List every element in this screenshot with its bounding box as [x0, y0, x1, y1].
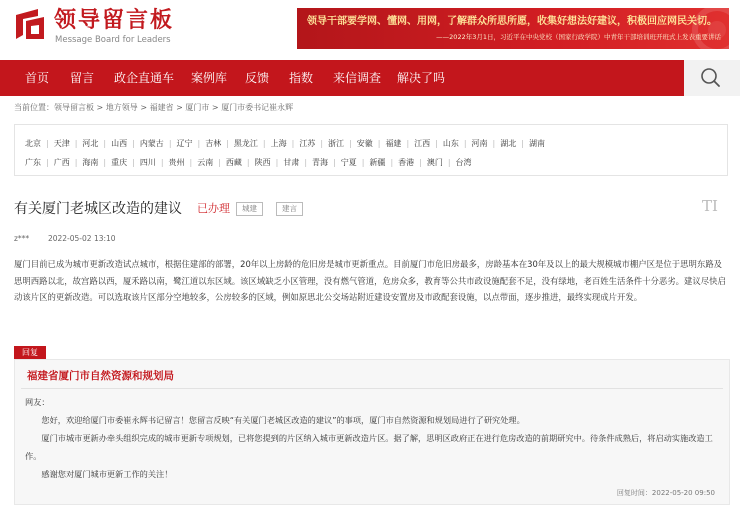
nav-item-cases[interactable]: 案例库: [191, 71, 228, 85]
province-link[interactable]: 台湾: [455, 158, 472, 167]
site-title[interactable]: 领导留言板: [54, 8, 175, 33]
province-link[interactable]: 四川: [139, 158, 156, 167]
reply-time: 回复时间：2022-05-20 09:50: [616, 489, 715, 497]
province-separator: |: [304, 158, 308, 167]
province-separator: |: [74, 158, 78, 167]
province-separator: |: [320, 139, 324, 148]
province-separator: |: [132, 158, 135, 167]
breadcrumb-prefix: 当前位置：: [14, 103, 54, 112]
province-link[interactable]: 甘肃: [283, 158, 300, 167]
reply-greeting: 网友：: [25, 397, 50, 407]
breadcrumb-separator: >: [173, 103, 186, 112]
nav-item-survey[interactable]: 来信调查: [333, 71, 382, 85]
province-link[interactable]: 山东: [442, 139, 459, 148]
province-separator: |: [492, 139, 496, 148]
province-link[interactable]: 湖北: [500, 139, 517, 148]
province-separator: |: [246, 158, 250, 167]
province-separator: |: [275, 158, 279, 167]
nav-item-message[interactable]: 留言: [70, 71, 95, 85]
province-link[interactable]: 云南: [197, 158, 214, 167]
message-title: 有关厦门老城区改造的建议: [14, 201, 182, 217]
province-separator: |: [226, 139, 229, 148]
province-row: [25, 157, 472, 169]
province-separator: |: [103, 158, 107, 167]
province-link[interactable]: 江西: [414, 139, 431, 148]
divider: [21, 388, 723, 389]
logo-icon[interactable]: [14, 9, 46, 41]
reply-paragraph: 厦门市城市更新办牵头组织完成的城市更新专项规划，已将您提到的片区纳入城市更新改造片区。据了解，思明区政府正在进行危房改造的前期研究中。待条件成熟后，将启动实施改造工作。: [25, 433, 713, 461]
province-link[interactable]: 安徽: [356, 139, 373, 148]
province-separator: |: [521, 139, 524, 148]
main-nav: [0, 60, 740, 96]
province-separator: |: [390, 158, 394, 167]
author-name: z***: [14, 234, 30, 243]
province-separator: |: [349, 139, 352, 148]
reply-paragraph: 感谢您对厦门城市更新工作的关注！: [41, 469, 173, 479]
nav-item-feedback[interactable]: 反馈: [245, 71, 270, 85]
province-separator: |: [218, 158, 221, 167]
site-header: [0, 0, 740, 60]
province-link[interactable]: 江苏: [299, 139, 316, 148]
province-link[interactable]: 山西: [111, 139, 128, 148]
province-link[interactable]: 广西: [53, 158, 70, 167]
breadcrumb-item[interactable]: 地方领导: [105, 103, 138, 112]
province-selector: [14, 124, 728, 176]
reply-panel: [14, 359, 730, 505]
breadcrumb-item[interactable]: 福建省: [149, 103, 174, 112]
province-separator: |: [262, 139, 266, 148]
tag-type[interactable]: 建言: [276, 202, 303, 216]
province-separator: |: [463, 139, 467, 148]
slogan-banner: [297, 8, 729, 49]
nav-item-index[interactable]: 指数: [289, 71, 314, 85]
reply-label: 回复: [14, 346, 46, 359]
province-link[interactable]: 北京: [25, 139, 41, 148]
province-link[interactable]: 宁夏: [340, 158, 357, 167]
province-link[interactable]: 重庆: [111, 158, 128, 167]
province-separator: |: [189, 158, 193, 167]
province-link[interactable]: 西藏: [225, 158, 242, 167]
province-link[interactable]: 海南: [82, 158, 99, 167]
nav-item-home[interactable]: 首页: [25, 71, 50, 85]
message-meta: [14, 234, 116, 244]
nav-item-enterprise[interactable]: 政企直通车: [114, 71, 175, 85]
banner-source: ——2022年3月1日，习近平在中央党校（国家行政学院）中青年干部培训班开班式上发表重要讲话: [436, 33, 721, 41]
font-size-icon[interactable]: TI: [702, 197, 718, 215]
breadcrumb-separator: >: [209, 103, 222, 112]
province-separator: |: [361, 158, 365, 167]
province-link[interactable]: 陕西: [254, 158, 271, 167]
search-button[interactable]: [684, 60, 740, 96]
site-subtitle: Message Board for Leaders: [55, 35, 171, 45]
province-link[interactable]: 河北: [82, 139, 99, 148]
province-separator: |: [406, 139, 410, 148]
province-link[interactable]: 青海: [312, 158, 329, 167]
province-link[interactable]: 广东: [25, 158, 41, 167]
tag-category[interactable]: 城建: [236, 202, 263, 216]
reply-content: [25, 393, 721, 483]
message-body: 厦门目前已成为城市更新改造试点城市，根据住建部的部署，20年以上房龄的危旧房是城市更新重点。目前厦门市危旧房最多，房龄基本在30年及以上的最大规模城市棚户区是位于思明东路及思明西路以北，故宫路以西，厦禾路以南，鹭江道以东区域。该区域缺乏小区管理，没有燃气管道，危房众多，教育等公共市政设施配套不足，没有绿地，老百姓生活条件十分恶劣。建议尽快启动该片区的更新改造。可以选取该片区部分空地较多，公房较多的区域，例如原思北公交场站附近建设安置房及市政配套设施，以点带面，逐步推进，最终实现成片开发。: [14, 259, 726, 302]
province-separator: |: [447, 158, 451, 167]
province-link[interactable]: 河南: [471, 139, 488, 148]
province-link[interactable]: 湖南: [528, 139, 545, 148]
province-link[interactable]: 福建: [385, 139, 402, 148]
province-row: [25, 138, 545, 150]
province-link[interactable]: 香港: [398, 158, 415, 167]
province-separator: |: [132, 139, 135, 148]
province-separator: |: [435, 139, 438, 148]
province-separator: |: [377, 139, 381, 148]
province-link[interactable]: 内蒙古: [139, 139, 164, 148]
province-separator: |: [291, 139, 295, 148]
breadcrumb-separator: >: [94, 103, 106, 112]
nav-item-solved[interactable]: 解决了吗: [397, 71, 446, 85]
province-separator: |: [103, 139, 107, 148]
province-separator: |: [160, 158, 164, 167]
breadcrumb-item[interactable]: 厦门市委书记崔永辉: [221, 103, 294, 112]
province-separator: |: [46, 158, 49, 167]
province-link[interactable]: 黑龙江: [233, 139, 258, 148]
province-link[interactable]: 吉林: [205, 139, 222, 148]
province-link[interactable]: 澳门: [426, 158, 443, 167]
province-link[interactable]: 浙江: [328, 139, 345, 148]
breadcrumb-item[interactable]: 厦门市: [185, 103, 210, 112]
status-badge: 已办理: [197, 202, 230, 215]
province-separator: |: [419, 158, 422, 167]
banner-slogan: 领导干部要学网、懂网、用网，了解群众所思所愿，收集好想法好建议，积极回应网民关切。: [307, 16, 717, 27]
province-link[interactable]: 辽宁: [176, 139, 193, 148]
province-link[interactable]: 天津: [53, 139, 70, 148]
province-separator: |: [197, 139, 201, 148]
search-icon: [684, 60, 740, 96]
province-separator: |: [46, 139, 49, 148]
reply-paragraph: 您好，欢迎给厦门市委崔永辉书记留言！您留言反映“有关厦门老城区改造的建议”的事项，厦门市自然资源和规划局进行了研究处理。: [41, 415, 525, 425]
province-link[interactable]: 上海: [270, 139, 287, 148]
province-separator: |: [74, 139, 78, 148]
province-separator: |: [333, 158, 336, 167]
province-link[interactable]: 贵州: [168, 158, 185, 167]
message-date: 2022-05-02 13:10: [47, 234, 116, 243]
breadcrumb-separator: >: [137, 103, 150, 112]
breadcrumb: [14, 102, 293, 114]
breadcrumb-item[interactable]: 领导留言板: [54, 103, 94, 112]
province-separator: |: [168, 139, 172, 148]
reply-organization: 福建省厦门市自然资源和规划局: [27, 370, 174, 382]
province-link[interactable]: 新疆: [369, 158, 386, 167]
